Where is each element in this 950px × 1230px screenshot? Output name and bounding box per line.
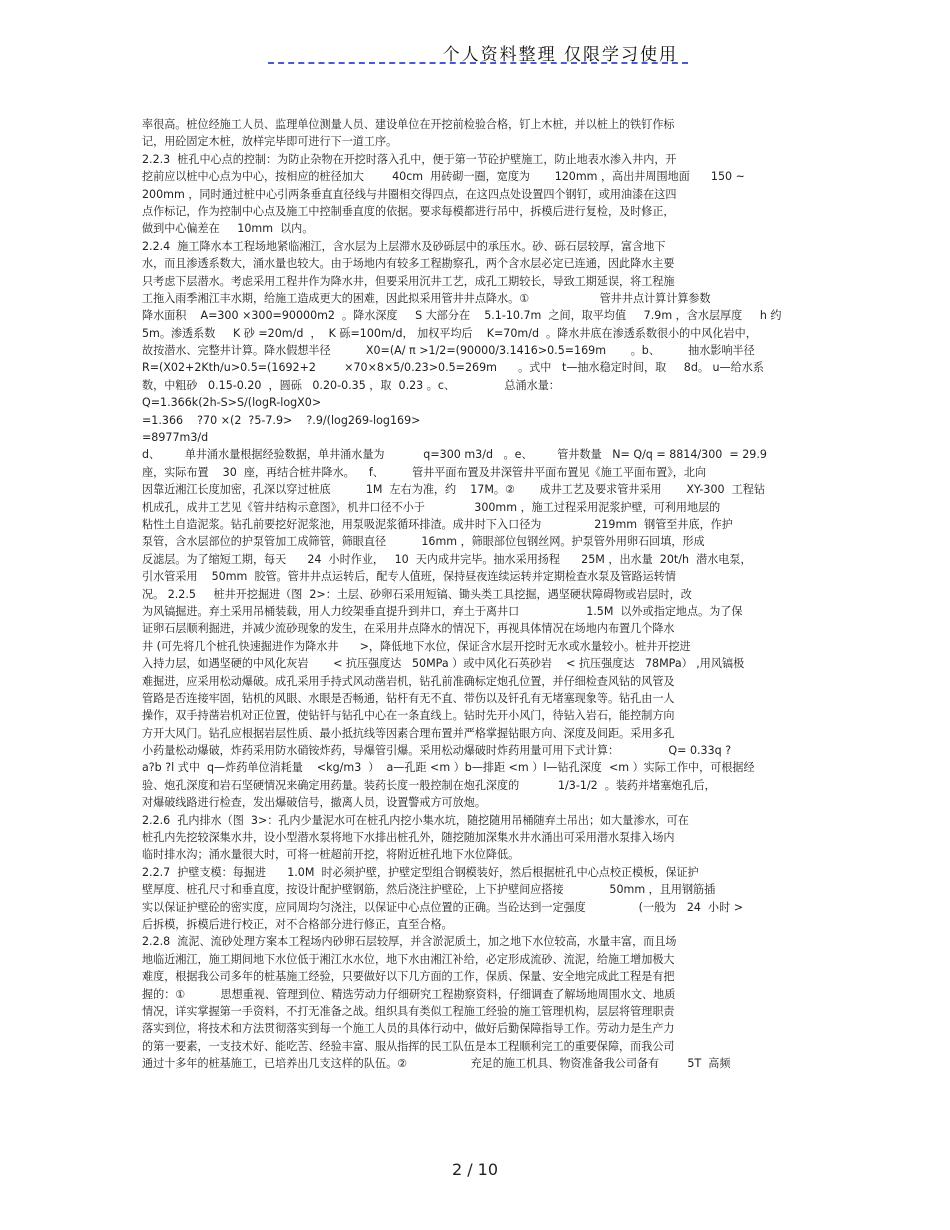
text-line: 机成孔，成井工艺见《管井结构示意图》，机井口径不小于 300mm ，施工过程采用泥浆护壁，可利用地层的 <box>142 500 721 514</box>
text-line: 实以保证护壁砼的密实度，应同周均匀浇注，以保证中心点位置的正确。当砼达到一定强度 (一般为 24 小时 > <box>142 900 744 914</box>
text-line: 后拆模，拆模后进行校正，对不合格部分进行修正，直至合格。 <box>142 917 453 931</box>
text-line: 水，而且渗透系数大，涌水量也较大。由于场地内有较多工程勘察孔，两个含水层必定已连通，因此降水主要 <box>142 257 675 271</box>
text-line: =1.366 ?70 ×(2 ?5-7.9> ?.9/(log269-log169> <box>142 413 421 427</box>
text-line: a?b ?l 式中 q—炸药单位消耗量 <kg/m3 ） a—孔距 <m ）b—排距 <m ）l—钻孔深度 <m ）实际工作中，可根据经 <box>142 761 755 775</box>
text-line: 井 (可先将几个桩孔快速掘进作为降水井 >，降低地下水位，保证含水层开挖时无水或水量较小。桩井开挖进 <box>142 639 691 653</box>
text-line: 通过十多年的桩基施工，已培养出几支这样的队伍。② 充足的施工机具、物资准备我公司备有 5T 高频 <box>142 1057 731 1071</box>
text-line: 的第一要素，一支技术好、能吃苦、经验丰富、服从指挥的民工队伍是本工程顺利完工的重要保障，而我公司 <box>142 1039 675 1053</box>
header-dashed-rule <box>268 62 688 64</box>
text-line: 地临近湘江，施工期间地下水位低于湘江水水位，地下水由湘江补给，必定形成流砂、流泥，给施工增加极大 <box>142 952 675 966</box>
text-line: 况。 2.2.5 桩井开挖掘进（图 2>：土层、砂卵石采用短镐、锄头类工具挖掘，遇坚硬状障碍物或岩层时，改 <box>142 587 692 601</box>
text-line: 因靠近湘江长度加密，孔深以穿过桩底 1M 左右为准，约 17M。② 成井工艺及要求管井采用 XY-300 工程钻 <box>142 483 765 497</box>
text-line: 情况，详实掌握第一手资料，不打无准备之战。组织具有类似工程施工经验的施工管理机构，层层将管理职责 <box>142 1004 675 1018</box>
text-line: 座，实际布置 30 座，再结合桩井降水。 f、 管井平面布置及井深管井平面布置见《施工平面布置》，北向 <box>142 465 707 479</box>
text-line: 小药量松动爆破，炸药采用防水硝铵炸药，导爆管引爆。采用松动爆破时炸药用量可用下式计算： Q= 0.33q ? <box>142 744 732 758</box>
text-line: 故按潜水、完整井计算。降水假想半径 X0=(A/ π >1/2=(90000/3.1416>0.5=169m 。b、 抽水影响半径 <box>142 344 755 358</box>
text-line: 临时排水沟；涌水量很大时，可将一桩超前开挖，将附近桩孔地下水位降低。 <box>142 848 520 862</box>
text-line: 验、炮孔深度和岩石坚硬情况来确定用药量。装药长度一般控制在炮孔深度的 1/3-1/2 。装药并堵塞炮孔后， <box>142 778 716 792</box>
text-line: 挖前应以桩中心点为中心，按相应的桩径加大 40cm 用砖砌一圈，宽度为 120mm ，高出井周围地面 150 ~ <box>142 170 745 184</box>
text-line: 率很高。桩位经施工人员、监理单位测量人员、建设单位在开挖前检验合格，钉上木桩，并以桩上的铁钉作标 <box>142 118 675 131</box>
text-line: 5m。渗透系数 K 砂 =20m/d ， K 砾=100m/d， 加权平均后 K=70m/d 。降水井底在渗透系数很小的中风化岩中， <box>142 326 757 340</box>
text-line: 记，用砼固定木桩，放样完毕即可进行下一道工序。 <box>142 135 398 149</box>
header-text: 个人资料整理 仅限学习使用 <box>442 45 678 65</box>
text-line: 2.2.4 施工降水本工程场地紧临湘江，含水层为上层滞水及砂砾层中的承压水。砂、砾石层较厚，富含地下 <box>142 239 666 253</box>
text-line: 入持力层，如遇坚硬的中风化灰岩 < 抗压强度达 50MPa ）或中风化石英砂岩 < 抗压强度达 78MPa） ,用风镐极 <box>142 657 745 671</box>
text-line: 2.2.7 护壁支模：每掘进 1.0M 时必须护壁，护壁定型组合钢模装好，然后根据桩孔中心点校正模板，保证护 <box>142 865 699 879</box>
page-header <box>268 36 688 66</box>
text-line: 2.2.6 孔内排水（图 3>：孔内少量泥水可在桩孔内挖小集水坑，随挖随用吊桶随弃土吊出；如大量渗水，可在 <box>142 813 689 827</box>
text-line: 握的：① 思想重视、管理到位、精选劳动力仔细研究工程勘察资料，仔细调查了解场地周围水文、地质 <box>142 987 676 1001</box>
page-number: 2 / 10 <box>451 1160 499 1179</box>
text-line: 2.2.3 桩孔中心点的控制：为防止杂物在开挖时落入孔中，便于第一节砼护壁施工，防止地表水渗入井内，开 <box>142 152 677 166</box>
text-line: d、 单井涌水量根据经验数据，单井涌水量为 q=300 m3/d 。e、 管井数量 N= Q/q = 8814/300 = 29.9 <box>142 448 767 462</box>
text-line: 方开大风门。钻孔应根据岩层性质、最小抵抗线等因素合理布置并严格掌握钻眼方向、深度及间距。采用多孔 <box>142 726 675 740</box>
text-line: 做到中心偏差在 10mm 以内。 <box>142 222 314 236</box>
text-line: 2.2.8 流泥、流砂处理方案本工程场内砂卵石层较厚，并含淤泥质土，加之地下水位较高，水量丰富，而且场 <box>142 935 677 949</box>
text-line: 只考虑下层潜水。考虑采用工程井作为降水井，但要采用沉井工艺，成孔工期较长，导致工期延误，将工程施 <box>142 274 675 288</box>
text-line: 桩孔内先挖较深集水井，设小型潜水泵将地下水排出桩孔外，随挖随加深集水井水涌出可采用潜水泵排入场内 <box>142 831 675 845</box>
text-line: 对爆破线路进行检查，发出爆破信号，撤离人员，设置警戒方可放炮。 <box>142 796 486 810</box>
text-line: 反滤层。为了缩短工期，每天 24 小时作业， 10 天内成井完毕。抽水采用扬程 25M ，出水量 20t/h 潜水电泵， <box>142 552 752 566</box>
text-line: 落实到位，将技术和方法贯彻落实到每一个施工人员的具体行动中，做好后勤保障指导工作。劳动力是生产力 <box>142 1022 675 1036</box>
text-line: =8977m3/d <box>142 431 209 445</box>
text-line: 壁厚度、桩孔尺寸和垂直度，按设计配护壁钢筋，然后浇注护壁砼，上下护壁间应搭接 50mm ，且用钢筋插 <box>142 883 716 897</box>
text-line: 粘性土自造泥浆。钻孔前要挖好泥浆池，用泵吸泥浆循环排渣。成井时下入口径为 219mm 钢管至井底，作护 <box>142 517 733 531</box>
text-line: 数，中粗砂 0.15-0.20 ，圆砾 0.20-0.35 ，取 0.23 。c、 总涌水量： <box>142 378 560 392</box>
text-line: 200mm ，同时通过桩中心引两条垂直直径线与井圈相交得四点，在这四点处设置四个钢钉，或用油漆在这四 <box>142 187 677 201</box>
document-body <box>142 116 810 1072</box>
text-line: 工拖入雨季湘江丰水期，给施工造成更大的困难，因此拟采用管井井点降水。① 管井井点计算计算参数 <box>142 291 711 305</box>
text-line: 操作，双手持凿岩机对正位置，使钻钎与钻孔中心在一条直线上。钻时先开小风门，待钻入岩石，能控制方向 <box>142 709 675 723</box>
text-line: 难度，根据我公司多年的桩基施工经验，只要做好以下几方面的工作，保质、保量、安全地完成此工程是有把 <box>142 970 675 984</box>
text-line: 证卵石层顺利掘进，并减少流砂现象的发生，在采用井点降水的情况下，再视具体情况在场地内布置几个降水 <box>142 622 675 636</box>
text-line: 难掘进，应采用松动爆破。成孔采用手持式风动凿岩机，钻孔前准确标定炮孔位置，并仔细检查风钻的风管及 <box>142 674 675 688</box>
text-line: R=(X02+2Kth/u>0.5=(1692+2 ×70×8×5/0.23>0.5=269m 。式中 t—抽水稳定时间，取 8d。 u—给水系 <box>142 361 764 375</box>
text-line: 为风镐掘进。弃土采用吊桶装载，用人力绞架垂直提升到井口，弃土于离井口 1.5M 以外或指定地点。为了保 <box>142 604 743 618</box>
text-line: Q=1.366k(2h-S>S/(logR-logX0> <box>142 396 322 410</box>
text-line: 降水面积 A=300 ×300=90000m2 。降水深度 S 大部分在 5.1-10.7m 之间，取平均值 7.9m ，含水层厚度 h 约 <box>142 309 782 323</box>
text-line: 点作标记，作为控制中心点及施工中控制垂直度的依据。要求每模都进行吊中，拆模后进行复检，及时修正， <box>142 204 675 218</box>
text-line: 管路是否连接牢固，钻机的风眼、水眼是否畅通，钻杆有无不直、带伤以及钎孔有无堵塞现象等。钻孔由一人 <box>142 691 675 705</box>
text-line: 泵管，含水层部位的护泵管加工成筛管，筛眼直径 16mm ，筛眼部位包钢丝网。护泵管外用卵石回填，形成 <box>142 535 705 549</box>
text-line: 引水管采用 50mm 胶管。管井井点运转后，配专人值班，保持昼夜连续运转并定期检查水泵及管路运转情 <box>142 570 676 584</box>
